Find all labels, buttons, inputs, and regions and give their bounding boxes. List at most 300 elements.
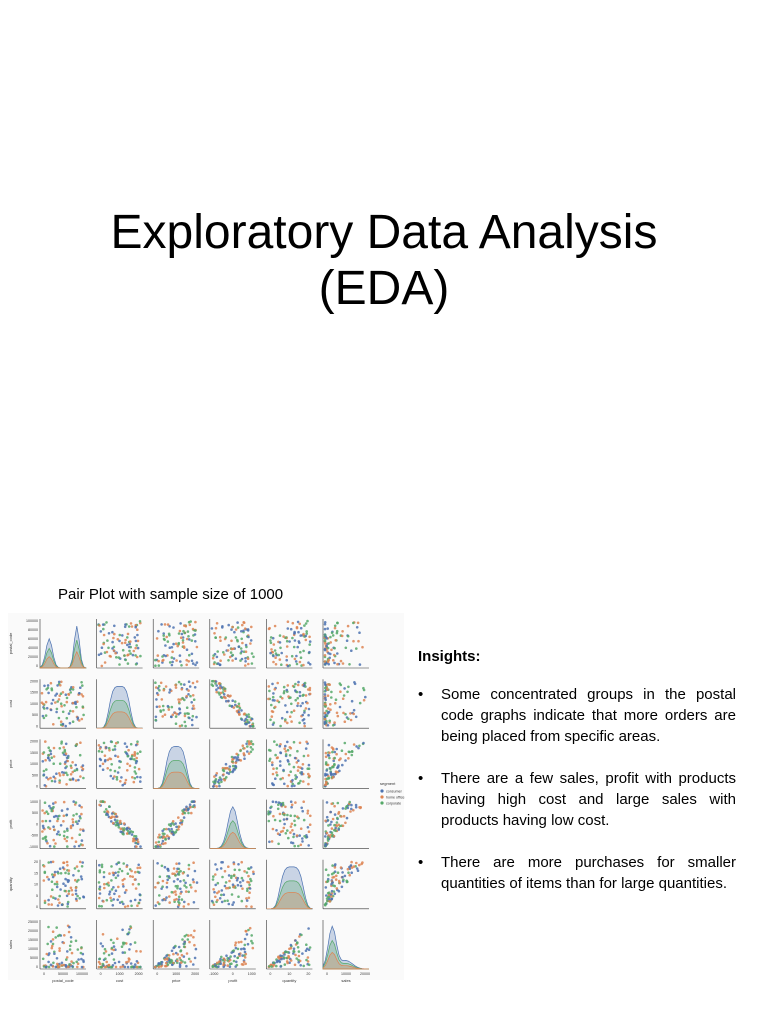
scatter-point xyxy=(307,810,310,813)
scatter-point xyxy=(125,889,128,892)
scatter-point xyxy=(283,814,286,817)
scatter-point xyxy=(132,840,135,843)
pair-cell-sales-postal_code xyxy=(40,920,86,969)
scatter-point xyxy=(295,660,298,663)
scatter-point xyxy=(298,623,301,626)
scatter-point xyxy=(189,695,192,698)
scatter-point xyxy=(75,898,78,901)
scatter-point xyxy=(135,835,138,838)
scatter-point xyxy=(227,700,230,703)
scatter-point xyxy=(50,682,53,685)
scatter-point xyxy=(327,694,330,697)
scatter-point xyxy=(79,828,82,831)
scatter-point xyxy=(110,879,113,882)
scatter-point xyxy=(164,644,167,647)
scatter-point xyxy=(341,886,344,889)
scatter-point xyxy=(99,871,102,874)
scatter-point xyxy=(178,681,181,684)
scatter-point xyxy=(192,705,195,708)
scatter-point xyxy=(124,623,127,626)
y-axis-label: sales xyxy=(8,939,13,950)
scatter-point xyxy=(226,964,229,967)
scatter-point xyxy=(286,960,289,963)
scatter-point xyxy=(104,754,107,757)
scatter-point xyxy=(125,779,128,782)
scatter-point xyxy=(239,750,242,753)
scatter-point xyxy=(232,654,235,657)
scatter-point xyxy=(242,744,245,747)
scatter-point xyxy=(219,897,222,900)
scatter-point xyxy=(171,964,174,967)
scatter-point xyxy=(324,783,327,786)
scatter-point xyxy=(350,719,353,722)
pair-cell-profit-cost xyxy=(97,800,143,849)
scatter-point xyxy=(98,905,101,908)
scatter-point xyxy=(70,773,73,776)
scatter-point xyxy=(364,696,367,699)
scatter-point xyxy=(76,895,79,898)
scatter-point xyxy=(56,963,59,966)
scatter-point xyxy=(328,757,331,760)
scatter-point xyxy=(211,900,214,903)
scatter-point xyxy=(65,772,68,775)
scatter-point xyxy=(60,742,63,745)
scatter-point xyxy=(362,742,365,745)
scatter-point xyxy=(129,765,132,768)
scatter-point xyxy=(53,755,56,758)
scatter-point xyxy=(80,681,83,684)
scatter-point xyxy=(296,697,299,700)
scatter-point xyxy=(216,656,219,659)
scatter-point xyxy=(330,821,333,824)
pair-cell-cost-profit xyxy=(210,679,256,728)
scatter-point xyxy=(188,868,191,871)
scatter-point xyxy=(333,647,336,650)
pair-cell-postal_code-quantity xyxy=(266,619,312,668)
scatter-point xyxy=(353,743,356,746)
scatter-point xyxy=(131,755,134,758)
scatter-point xyxy=(117,874,120,877)
scatter-point xyxy=(168,708,171,711)
scatter-point xyxy=(309,946,312,949)
scatter-point xyxy=(161,865,164,868)
scatter-point xyxy=(285,659,288,662)
scatter-point xyxy=(171,891,174,894)
scatter-point xyxy=(277,956,280,959)
scatter-point xyxy=(109,655,112,658)
scatter-point xyxy=(58,966,61,969)
scatter-point xyxy=(59,762,62,765)
scatter-point xyxy=(287,665,290,668)
scatter-point xyxy=(307,844,310,847)
scatter-point xyxy=(78,804,81,807)
scatter-point xyxy=(63,753,66,756)
scatter-point xyxy=(333,890,336,893)
scatter-point xyxy=(57,904,60,907)
scatter-point xyxy=(224,697,227,700)
scatter-point xyxy=(290,703,293,706)
scatter-point xyxy=(44,784,47,787)
scatter-point xyxy=(251,662,254,665)
scatter-point xyxy=(324,697,327,700)
scatter-point xyxy=(334,625,337,628)
scatter-point xyxy=(236,705,239,708)
scatter-point xyxy=(158,903,161,906)
x-tick-label: -1000 xyxy=(209,972,219,976)
scatter-point xyxy=(81,861,84,864)
scatter-point xyxy=(136,867,139,870)
scatter-point xyxy=(193,944,196,947)
scatter-point xyxy=(42,703,45,706)
scatter-point xyxy=(243,712,246,715)
scatter-point xyxy=(43,770,46,773)
scatter-point xyxy=(57,872,60,875)
scatter-point xyxy=(247,713,250,716)
scatter-point xyxy=(74,867,77,870)
scatter-point xyxy=(283,953,286,956)
scatter-point xyxy=(289,715,292,718)
scatter-point xyxy=(71,965,74,968)
scatter-point xyxy=(324,663,327,666)
scatter-point xyxy=(130,622,133,625)
scatter-point xyxy=(331,873,334,876)
scatter-point xyxy=(184,721,187,724)
scatter-point xyxy=(309,823,312,826)
scatter-point xyxy=(219,639,222,642)
scatter-point xyxy=(101,646,104,649)
scatter-point xyxy=(134,626,137,629)
insights-heading: Insights: xyxy=(418,648,481,665)
scatter-point xyxy=(298,722,301,725)
scatter-point xyxy=(292,836,295,839)
scatter-point xyxy=(78,845,81,848)
scatter-point xyxy=(296,646,299,649)
scatter-point xyxy=(45,966,48,969)
scatter-point xyxy=(324,835,327,838)
scatter-point xyxy=(131,965,134,968)
scatter-point xyxy=(132,838,135,841)
scatter-point xyxy=(188,864,191,867)
scatter-point xyxy=(63,815,66,818)
scatter-point xyxy=(64,872,67,875)
scatter-point xyxy=(191,639,194,642)
scatter-point xyxy=(162,840,165,843)
scatter-point xyxy=(324,628,327,631)
scatter-point xyxy=(231,648,234,651)
scatter-point xyxy=(294,824,297,827)
scatter-point xyxy=(344,875,347,878)
scatter-point xyxy=(68,931,71,934)
scatter-point xyxy=(75,744,78,747)
scatter-point xyxy=(60,964,63,967)
scatter-point xyxy=(43,707,46,710)
scatter-point xyxy=(351,750,354,753)
scatter-point xyxy=(274,656,277,659)
x-tick-label: 0 xyxy=(99,972,102,976)
scatter-point xyxy=(44,872,47,875)
scatter-point xyxy=(66,757,69,760)
scatter-point xyxy=(66,760,69,763)
scatter-point xyxy=(159,844,162,847)
scatter-point xyxy=(64,749,67,752)
scatter-point xyxy=(347,686,350,689)
scatter-point xyxy=(222,773,225,776)
scatter-point xyxy=(247,943,250,946)
scatter-point xyxy=(287,684,290,687)
scatter-point xyxy=(64,884,67,887)
scatter-point xyxy=(325,886,328,889)
scatter-point xyxy=(279,965,282,968)
scatter-point xyxy=(334,627,337,630)
scatter-point xyxy=(131,625,134,628)
scatter-point xyxy=(188,680,191,683)
scatter-point xyxy=(296,626,299,629)
scatter-point xyxy=(292,622,295,625)
scatter-point xyxy=(295,957,298,960)
scatter-point xyxy=(70,767,73,770)
scatter-point xyxy=(108,954,111,957)
scatter-point xyxy=(235,947,238,950)
scatter-point xyxy=(167,623,170,626)
scatter-point xyxy=(136,960,139,963)
scatter-point xyxy=(325,843,328,846)
scatter-point xyxy=(293,646,296,649)
scatter-point xyxy=(287,749,290,752)
insight-item xyxy=(418,768,736,831)
scatter-point xyxy=(297,766,300,769)
scatter-point xyxy=(192,800,195,803)
scatter-point xyxy=(231,903,234,906)
scatter-point xyxy=(114,770,117,773)
scatter-point xyxy=(303,819,306,822)
scatter-point xyxy=(332,776,335,779)
y-tick-label: 5000 xyxy=(30,956,38,961)
scatter-point xyxy=(297,961,300,964)
scatter-point xyxy=(214,873,217,876)
scatter-point xyxy=(126,644,129,647)
y-tick-label: 0 xyxy=(36,784,38,789)
scatter-point xyxy=(53,816,56,819)
scatter-point xyxy=(47,861,50,864)
y-tick-label: 20 xyxy=(34,860,38,864)
pair-cell-profit-profit xyxy=(210,800,256,849)
scatter-point xyxy=(342,825,345,828)
scatter-point xyxy=(359,806,362,809)
scatter-point xyxy=(246,745,249,748)
scatter-point xyxy=(299,705,302,708)
scatter-point xyxy=(76,865,79,868)
scatter-point xyxy=(118,766,121,769)
scatter-point xyxy=(305,635,308,638)
scatter-point xyxy=(47,692,50,695)
scatter-point xyxy=(212,654,215,657)
scatter-point xyxy=(81,839,84,842)
scatter-point xyxy=(110,939,113,942)
scatter-point xyxy=(240,861,243,864)
y-axis-label: quantity xyxy=(8,877,13,892)
scatter-point xyxy=(108,805,111,808)
scatter-point xyxy=(165,685,168,688)
scatter-point xyxy=(277,843,280,846)
scatter-point xyxy=(117,861,120,864)
pair-cell-quantity-quantity xyxy=(266,860,312,909)
scatter-point xyxy=(269,652,272,655)
scatter-point xyxy=(283,783,286,786)
scatter-point xyxy=(58,934,61,937)
scatter-point xyxy=(115,815,118,818)
scatter-point xyxy=(305,943,308,946)
scatter-point xyxy=(79,686,82,689)
scatter-point xyxy=(284,704,287,707)
scatter-point xyxy=(129,758,132,761)
scatter-point xyxy=(324,681,327,684)
scatter-point xyxy=(52,802,55,805)
scatter-point xyxy=(193,707,196,710)
scatter-point xyxy=(66,814,69,817)
scatter-point xyxy=(299,691,302,694)
scatter-point xyxy=(329,811,332,814)
scatter-point xyxy=(118,656,121,659)
scatter-point xyxy=(158,685,161,688)
scatter-point xyxy=(100,759,103,762)
insight-text: Some concentrated groups in the postal code graphs indicate that more orders are being placed from specific areas. xyxy=(441,686,736,745)
scatter-point xyxy=(185,664,188,667)
scatter-point xyxy=(111,647,114,650)
pair-cell-price-profit xyxy=(210,739,256,788)
scatter-point xyxy=(288,774,291,777)
scatter-point xyxy=(300,656,303,659)
x-tick-label: 2000 xyxy=(134,972,143,976)
y-tick-label: 0 xyxy=(36,822,38,827)
scatter-point xyxy=(124,626,127,629)
scatter-point xyxy=(234,700,237,703)
pair-cell-cost-postal_code xyxy=(40,679,86,728)
scatter-point xyxy=(236,621,239,624)
scatter-point xyxy=(287,620,290,623)
scatter-point xyxy=(333,824,336,827)
x-tick-label: 10000 xyxy=(341,972,351,976)
scatter-point xyxy=(360,863,363,866)
scatter-point xyxy=(181,697,184,700)
scatter-point xyxy=(111,641,114,644)
scatter-point xyxy=(58,902,61,905)
scatter-point xyxy=(189,960,192,963)
scatter-point xyxy=(80,952,83,955)
scatter-point xyxy=(241,642,244,645)
scatter-point xyxy=(191,653,194,656)
scatter-point xyxy=(226,899,229,902)
scatter-point xyxy=(294,683,297,686)
scatter-point xyxy=(130,830,133,833)
scatter-point xyxy=(303,718,306,721)
scatter-point xyxy=(238,869,241,872)
scatter-point xyxy=(334,813,337,816)
scatter-point xyxy=(188,717,191,720)
scatter-point xyxy=(45,768,48,771)
scatter-point xyxy=(41,820,44,823)
scatter-point xyxy=(287,759,290,762)
scatter-point xyxy=(274,625,277,628)
scatter-point xyxy=(78,833,81,836)
scatter-point xyxy=(119,868,122,871)
scatter-point xyxy=(331,751,334,754)
scatter-point xyxy=(192,715,195,718)
scatter-point xyxy=(298,834,301,837)
scatter-point xyxy=(154,659,157,662)
scatter-point xyxy=(328,752,331,755)
scatter-point xyxy=(212,680,215,683)
scatter-point xyxy=(326,715,329,718)
scatter-point xyxy=(193,901,196,904)
scatter-point xyxy=(216,650,219,653)
scatter-point xyxy=(175,831,178,834)
scatter-point xyxy=(294,954,297,957)
scatter-point xyxy=(184,812,187,815)
scatter-point xyxy=(56,708,59,711)
scatter-point xyxy=(297,782,300,785)
scatter-point xyxy=(52,930,55,933)
scatter-point xyxy=(236,964,239,967)
scatter-point xyxy=(215,785,218,788)
kde-curve-corporate xyxy=(210,832,256,848)
pair-cell-cost-cost xyxy=(97,679,143,728)
scatter-point xyxy=(168,633,171,636)
y-axis-label: cost xyxy=(8,700,13,708)
scatter-point xyxy=(309,640,312,643)
scatter-point xyxy=(48,952,51,955)
scatter-point xyxy=(329,653,332,656)
scatter-point xyxy=(166,834,169,837)
scatter-point xyxy=(127,662,130,665)
pair-cell-cost-price xyxy=(153,679,199,728)
scatter-point xyxy=(103,742,106,745)
scatter-point xyxy=(347,871,350,874)
scatter-point xyxy=(279,778,282,781)
scatter-point xyxy=(128,625,131,628)
scatter-point xyxy=(110,899,113,902)
scatter-point xyxy=(80,946,83,949)
scatter-point xyxy=(43,773,46,776)
y-tick-label: 100000 xyxy=(26,619,38,624)
scatter-point xyxy=(137,647,140,650)
pair-cell-postal_code-sales xyxy=(323,619,369,668)
scatter-point xyxy=(181,633,184,636)
scatter-point xyxy=(58,950,61,953)
scatter-point xyxy=(98,881,101,884)
scatter-point xyxy=(181,938,184,941)
scatter-point xyxy=(220,778,223,781)
scatter-point xyxy=(50,709,53,712)
scatter-point xyxy=(235,765,238,768)
scatter-point xyxy=(245,723,248,726)
scatter-point xyxy=(192,936,195,939)
scatter-point xyxy=(337,828,340,831)
scatter-point xyxy=(71,893,74,896)
scatter-point xyxy=(359,663,362,666)
scatter-point xyxy=(154,719,157,722)
scatter-point xyxy=(326,832,329,835)
scatter-point xyxy=(300,844,303,847)
scatter-point xyxy=(111,631,114,634)
scatter-point xyxy=(160,887,163,890)
scatter-point xyxy=(187,812,190,815)
y-tick-label: 1000 xyxy=(30,762,38,767)
scatter-point xyxy=(227,887,230,890)
scatter-point xyxy=(279,745,282,748)
scatter-point xyxy=(167,963,170,966)
scatter-point xyxy=(50,903,53,906)
scatter-point xyxy=(272,828,275,831)
